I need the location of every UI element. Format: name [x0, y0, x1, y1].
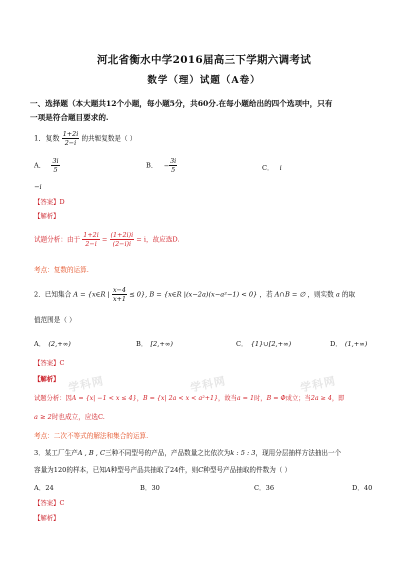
q1-option-a: A． $\frac{3i}{5}$	[34, 157, 59, 174]
q3-option-c: C．36	[254, 484, 275, 492]
q1-option-d: −i	[34, 183, 42, 191]
q2-analysis-label: 【解析】	[34, 375, 60, 383]
q1-prefix: 1．复数	[34, 134, 60, 143]
q1-suffix: 的共轭复数是（ ）	[81, 134, 137, 143]
q2-analysis-line2: a ≥ 2时也成立，应选C.	[34, 413, 105, 421]
q1-answer: 【答案】D	[34, 198, 65, 206]
question-1	[34, 130, 136, 147]
set-b: B = {x∈R |(x−2a)(x−a²−1) < 0}	[149, 290, 258, 299]
q3-answer: 【答案】C	[34, 499, 65, 507]
q2-option-a: A． (2,+∞)	[34, 340, 71, 348]
question-3-line1: 3．某工厂生产A , B , C三种不同型号的产品，产品数量之比依次为k : 5 : 3，现用分层抽样方法抽出一个	[34, 449, 342, 457]
q3-option-a: A．24	[34, 484, 54, 492]
q1-option-b: B． − $\frac{3i}{5}$	[146, 157, 177, 174]
q2-option-d: D． (1,+∞)	[330, 340, 368, 348]
watermark: 学科网	[67, 374, 106, 395]
question-3-line2: 容量为120的样本，已知A种型号产品共抽取了24件，则C种型号产品抽取的件数为（ ）	[34, 466, 292, 474]
q1-fraction: $\frac{1+2i}{2-i}$	[62, 130, 79, 147]
q2-kaodian: 考点：二次不等式的解法和集合的运算.	[34, 432, 149, 440]
set-a: A = {x∈R |	[73, 290, 110, 299]
q3-option-b: B．30	[140, 484, 160, 492]
page-title: 河北省衡水中学2016届高三下学期六调考试	[96, 54, 312, 66]
q2-line2: 值范围是（ ）	[34, 316, 76, 324]
q2-analysis-line1: 试题分析：因A = {x| −1 < x ≤ 4}，B = {x| 2a < x < a²+1}，故当a = 1时，B = Φ成立；当2a ≥ 4，即	[34, 395, 345, 402]
q3-analysis-label: 【解析】	[34, 514, 60, 522]
q2-option-c: C． {1}∪[2,+∞)	[236, 340, 292, 348]
q1-analysis-label: 【解析】	[34, 212, 60, 220]
q2-answer: 【答案】C	[34, 359, 65, 367]
section-heading-line1: 一、选择题（本大题共12个小题，每小题5分，共60分.在每小题给出的四个选项中，只有	[30, 99, 333, 108]
question-2: 2．已知集合 A = {x∈R | $\frac{x-4}{x+1}$ ≤ 0}, B = {x∈R |(x−2a)(x−a²−1) < 0} ，若 A∩B = ∅ ，则实数 a 的取	[34, 286, 356, 303]
q1-analysis: 试题分析：由于 $\frac{1+2i}{2-i}$ = $\frac{(1+2i)i}{(2-i)i}$ = i，故应选D.	[34, 231, 180, 248]
section-heading-line2: 一项是符合题目要求的.	[30, 113, 109, 122]
page-subtitle: 数学（理）试题（A卷）	[147, 75, 261, 86]
q3-option-d: D．40	[352, 484, 373, 492]
q2-option-b: B． [2,+∞)	[136, 340, 173, 348]
watermark: 学科网	[299, 374, 338, 395]
q1-option-c: C． i	[262, 164, 282, 172]
watermark: 学科网	[189, 374, 228, 395]
q1-kaodian: 考点：复数的运算.	[34, 266, 89, 274]
